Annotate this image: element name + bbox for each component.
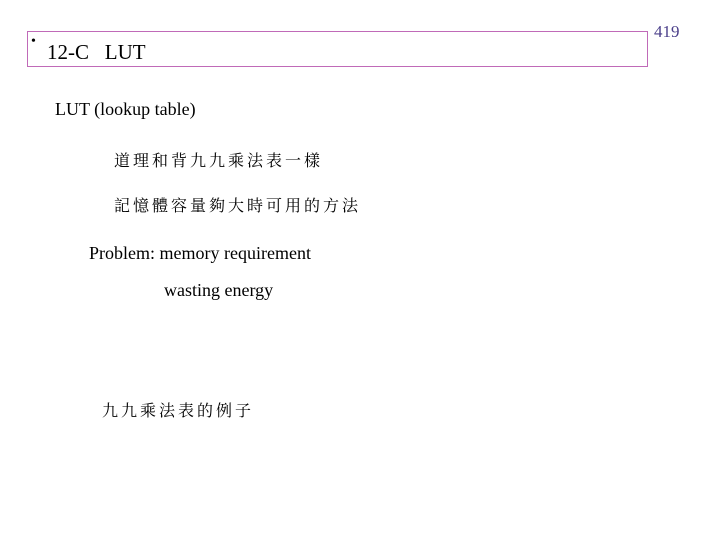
section-heading: LUT (lookup table) (55, 99, 196, 119)
body-line-2: 記憶體容量夠大時可用的方法 (114, 198, 362, 215)
example-caption: 九九乘法表的例子 (102, 403, 255, 420)
title-bullet: • (31, 34, 36, 49)
problem-statement: Problem: memory requirement (89, 243, 311, 263)
slide-title: 12-C LUT (47, 40, 146, 64)
page-number: 419 (654, 22, 680, 41)
body-line-1: 道理和背九九乘法表一樣 (114, 153, 324, 170)
slide-title-box (27, 31, 648, 67)
problem-continuation: wasting energy (164, 280, 274, 300)
